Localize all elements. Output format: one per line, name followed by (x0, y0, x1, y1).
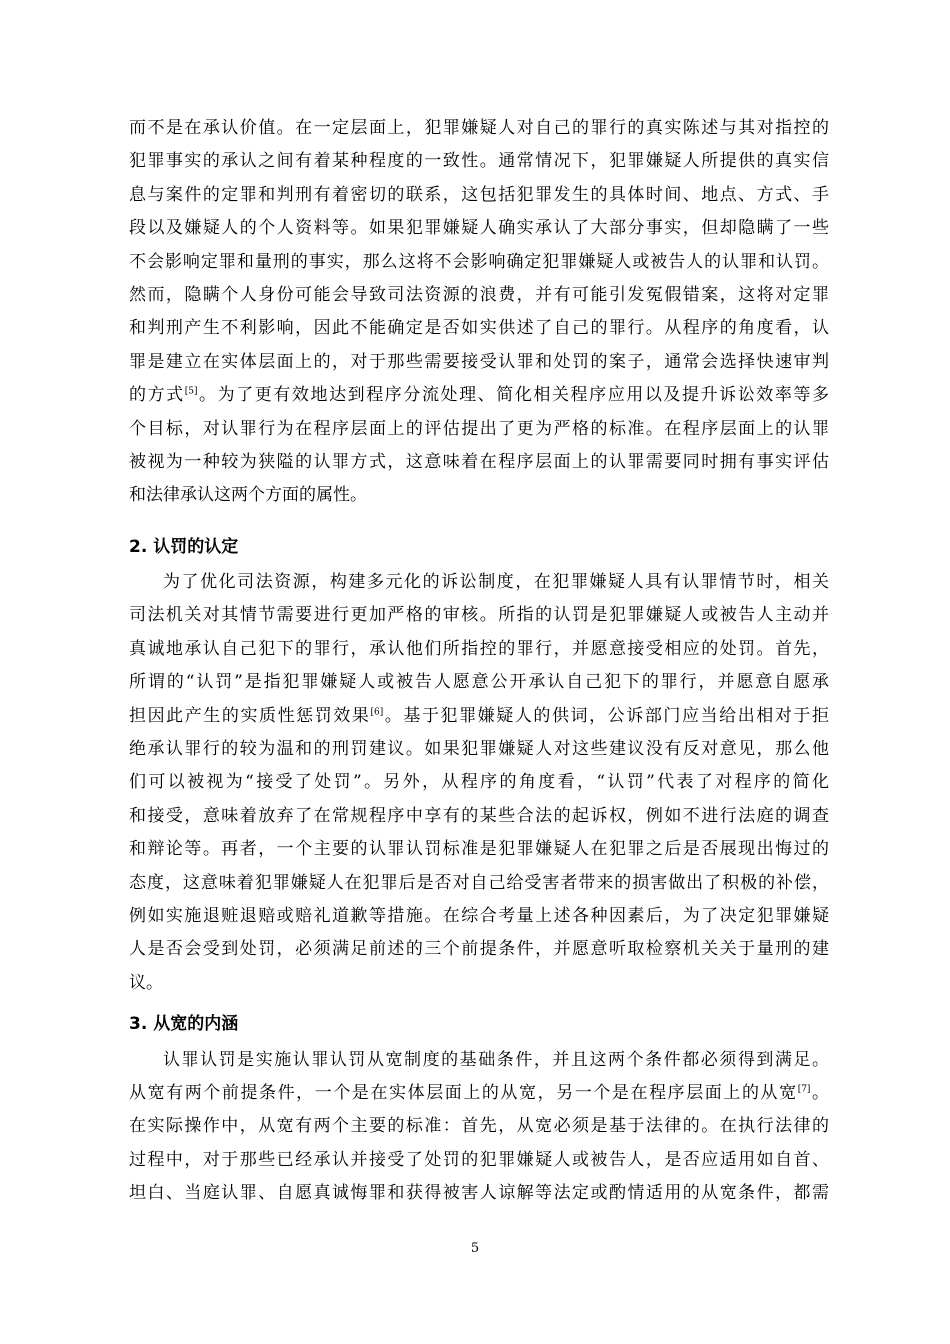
text-line: 为了优化司法资源，构建多元化的诉讼制度，在犯罪嫌疑人具有认罪情节时，相关 (163, 572, 829, 593)
text-line: 司法机关对其情节需要进行更加严格的审核。所指的认罚是犯罪嫌疑人或被告人主动并 (129, 605, 829, 626)
text-line: 真诚地承认自己犯下的罪行，承认他们所指控的罪行，并愿意接受相应的处罚。首先， (129, 638, 829, 659)
text-line: 然而，隐瞒个人身份可能会导致司法资源的浪费，并有可能引发冤假错案，这将对定罪 (129, 284, 829, 305)
text-line: 在实际操作中，从宽有两个主要的标准：首先，从宽必须是基于法律的。在执行法律的 (129, 1116, 829, 1137)
text-segment: 的方式 (129, 385, 185, 406)
text-line: 息与案件的定罪和判刑有着密切的联系，这包括犯罪发生的具体时间、地点、方式、手 (129, 184, 829, 205)
text-line: 段以及嫌疑人的个人资料等。如果犯罪嫌疑人确实承认了大部分事实，但却隐瞒了一些 (129, 218, 829, 239)
text-line: 过程中，对于那些已经承认并接受了处罚的犯罪嫌疑人或被告人，是否应适用如自首、 (129, 1149, 829, 1170)
text-line: 被视为一种较为狭隘的认罪方式，这意味着在程序层面上的认罪需要同时拥有事实评估 (129, 451, 829, 472)
text-segment: 从宽有两个前提条件，一个是在实体层面上的从宽，另一个是在程序层面上的从宽 (129, 1082, 798, 1103)
document-body (129, 112, 829, 1211)
citation-ref-5[interactable]: [5] (184, 386, 198, 397)
paragraph-3 (129, 1044, 829, 1211)
section-heading-2: 2. 认罚的认定 (129, 536, 239, 557)
text-line: 例如实施退赃退赔或赔礼道歉等措施。在综合考量上述各种因素后，为了决定犯罪嫌疑 (129, 905, 829, 926)
text-line: 们可以被视为“接受了处罚”。另外，从程序的角度看，“认罚”代表了对程序的简化 (129, 772, 829, 793)
text-segment: 。基于犯罪嫌疑人的供词，公诉部门应当给出相对于拒 (383, 705, 830, 726)
text-line: 个目标，对认罪行为在程序层面上的评估提出了更为严格的标准。在程序层面上的认罪 (129, 418, 829, 439)
text-line (129, 1077, 829, 1110)
text-line: 绝承认罪行的较为温和的刑罚建议。如果犯罪嫌疑人对这些建议没有反对意见，那么他 (129, 739, 829, 760)
text-line (129, 379, 829, 412)
text-line: 议。 (129, 972, 163, 993)
text-line: 和判刑产生不利影响，因此不能确定是否如实供述了自己的罪行。从程序的角度看，认 (129, 318, 829, 339)
text-line: 和辩论等。再者，一个主要的认罪认罚标准是犯罪嫌疑人在犯罪之后是否展现出悔过的 (129, 839, 829, 860)
text-segment: 。 (810, 1082, 830, 1103)
text-segment: 担因此产生的实质性惩罚效果 (129, 705, 371, 726)
text-line: 不会影响定罪和量刑的事实，那么这将不会影响确定犯罪嫌疑人或被告人的认罪和认罚。 (129, 251, 829, 272)
citation-ref-7[interactable]: [7] (797, 1084, 811, 1095)
text-line: 和法律承认这两个方面的属性。 (129, 485, 367, 506)
text-segment: 。为了更有效地达到程序分流处理、简化相关程序应用以及提升诉讼效率等多 (197, 385, 830, 406)
text-line: 罪是建立在实体层面上的，对于那些需要接受认罪和处罚的案子，通常会选择快速审判 (129, 351, 829, 372)
text-line: 坦白、当庭认罪、自愿真诚悔罪和获得被害人谅解等法定或酌情适用的从宽条件，都需 (129, 1183, 829, 1204)
text-line: 而不是在承认价值。在一定层面上，犯罪嫌疑人对自己的罪行的真实陈述与其对指控的 (129, 118, 829, 138)
text-line (129, 700, 829, 733)
paragraph-2 (129, 566, 829, 1000)
text-line: 态度，这意味着犯罪嫌疑人在犯罪后是否对自己给受害者带来的损害做出了积极的补偿， (129, 872, 829, 893)
section-heading-3: 3. 从宽的内涵 (129, 1014, 239, 1035)
text-line: 人是否会受到处罚，必须满足前述的三个前提条件，并愿意听取检察机关关于量刑的建 (129, 939, 829, 960)
paragraph-1 (129, 112, 829, 513)
text-line: 所谓的“认罚”是指犯罪嫌疑人或被告人愿意公开承认自己犯下的罪行，并愿意自愿承 (129, 672, 829, 693)
page-number: 5 (470, 1241, 480, 1256)
text-line: 犯罪事实的承认之间有着某种程度的一致性。通常情况下，犯罪嫌疑人所提供的真实信 (129, 151, 829, 172)
text-line: 认罪认罚是实施认罪认罚从宽制度的基础条件，并且这两个条件都必须得到满足。 (163, 1049, 829, 1070)
text-line: 和接受，意味着放弃了在常规程序中享有的某些合法的起诉权，例如不进行法庭的调查 (129, 805, 829, 826)
citation-ref-6[interactable]: [6] (370, 706, 384, 717)
